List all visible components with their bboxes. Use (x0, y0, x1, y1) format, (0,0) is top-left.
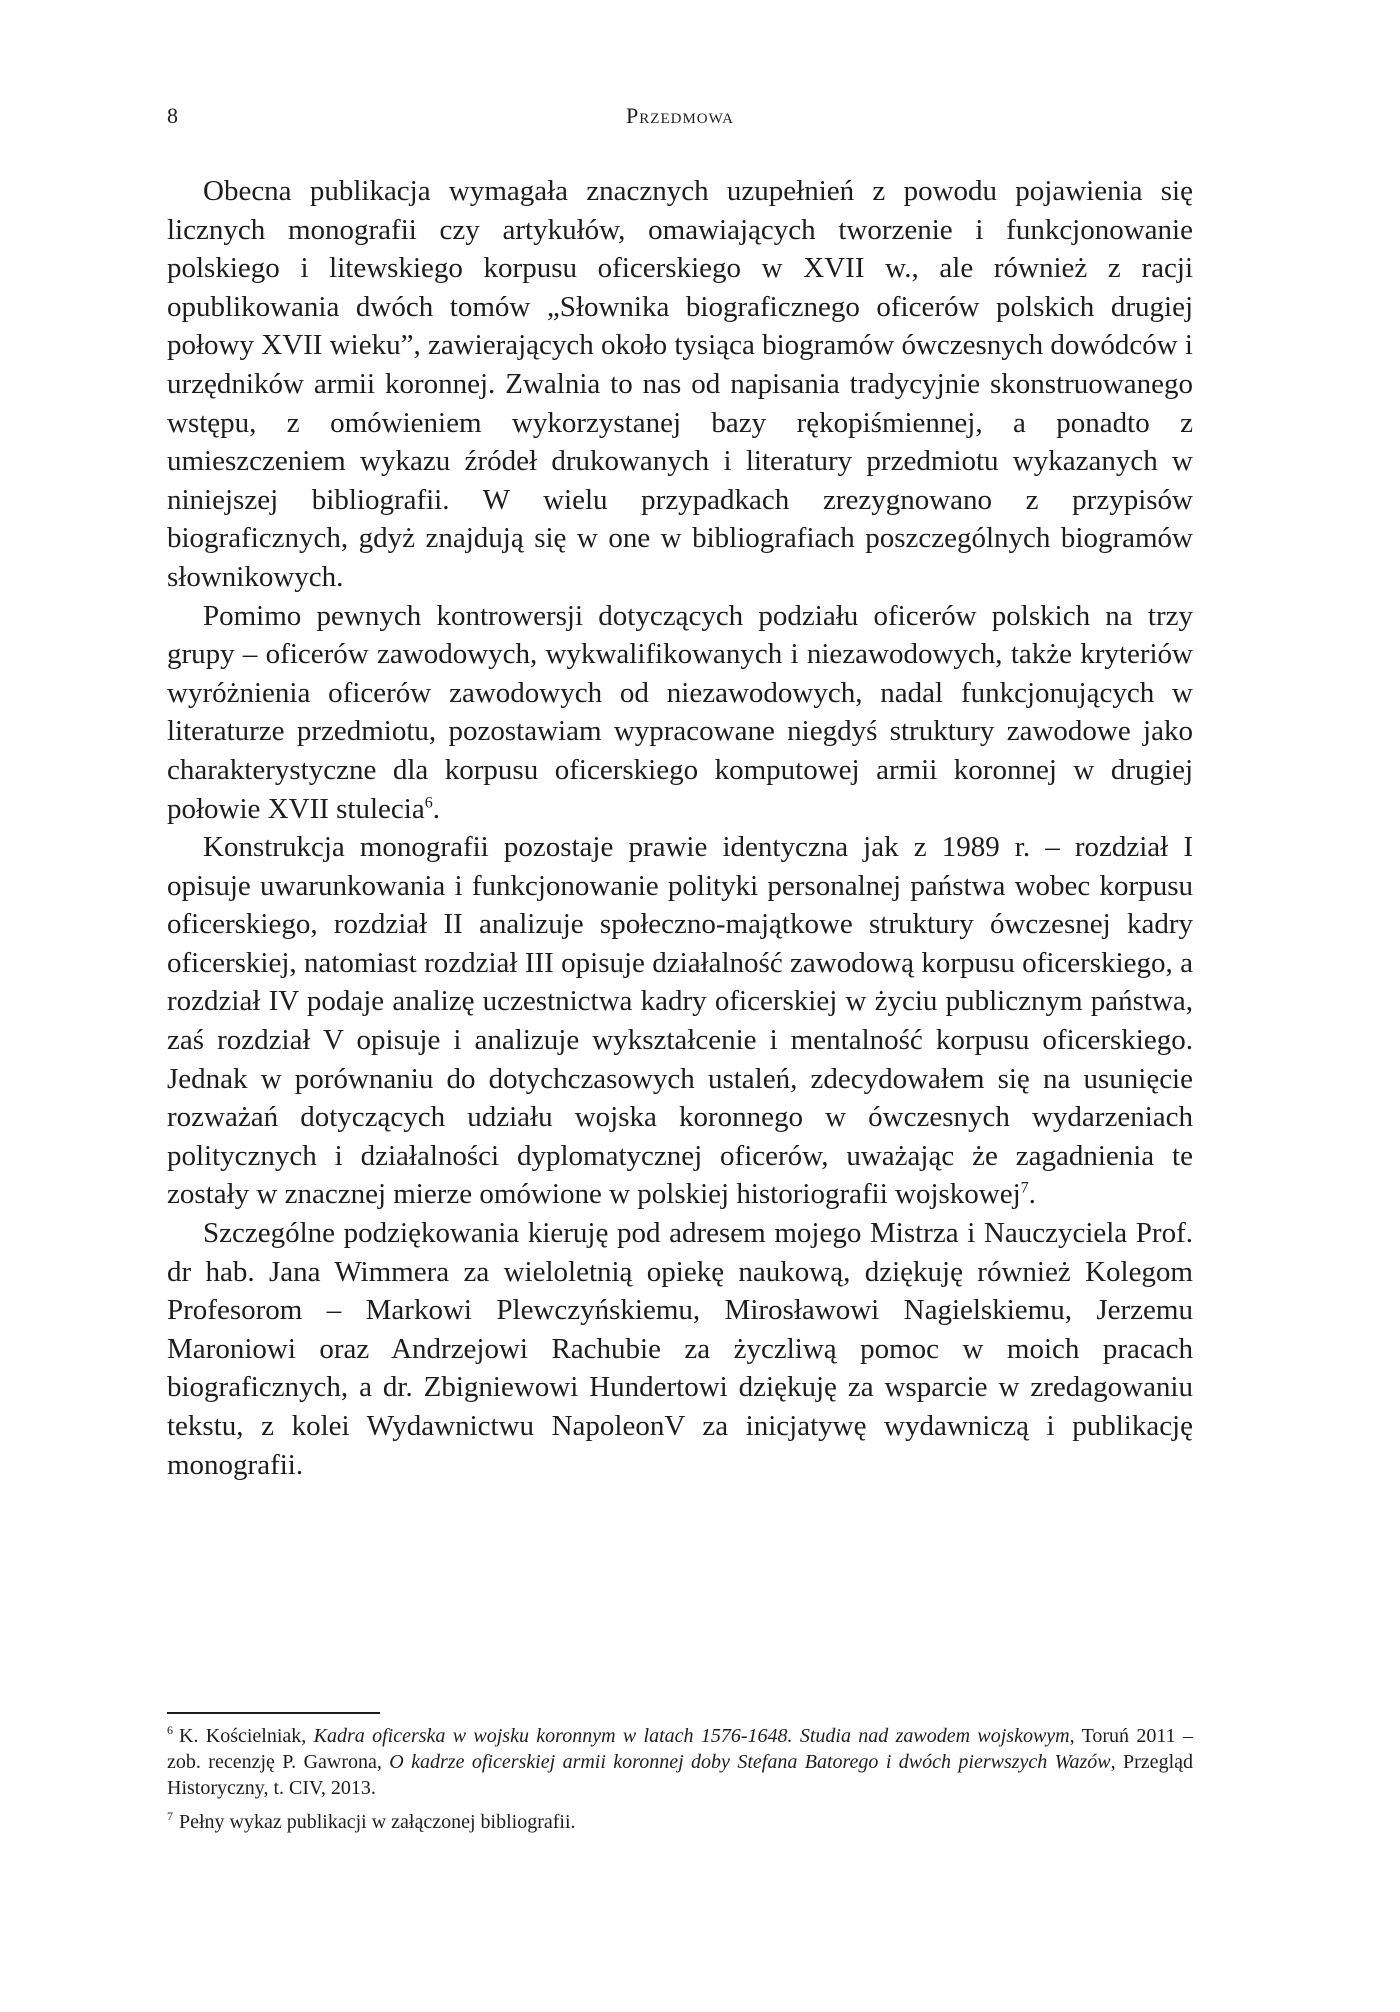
paragraph (167, 1214, 1193, 1484)
footnote (167, 1723, 1193, 1801)
paragraph (167, 172, 1193, 597)
footnote-reference[interactable]: 6 (424, 793, 433, 811)
running-title: Przedmowa (626, 103, 734, 128)
footnote-reference[interactable]: 7 (1020, 1179, 1029, 1197)
paragraph-text: Szczególne podziękowania kieruję pod adresem mojego Mistrza i Nauczyciela Prof. dr hab. Jana Wimmera za wieloletnią opiekę naukową, dziękuję również Kolegom Profesorom – Markowi Plewczyńskiemu, Mirosławowi Nagielskiemu, Jerzemu Maroniowi oraz Andrzejowi Rachubie za życzliwą pomoc w moich pracach biograficznych, a dr. Zbigniewowi Hundertowi dziękuję za wsparcie w zredagowaniu tekstu, z kolei Wydawnictwu NapoleonV za inicjatywę wydawniczą i publikację monografii. (167, 1217, 1193, 1481)
footnote-text: , Przegląd Historyczny, t. CIV, 2013. (167, 1751, 1193, 1799)
footnote-review-title: O kadrze oficerskiej armii koronnej doby Stefana Batorego i dwóch pierwszych Wazów (389, 1751, 1111, 1773)
paragraph-text: Obecna publikacja wymagała znacznych uzupełnień z powodu pojawienia się licznych monografii czy artykułów, omawiających tworzenie i funkcjonowanie polskiego i litewskiego korpusu oficerskiego w XVII w., ale również z racji opublikowania dwóch tomów „Słownika biograficznego oficerów polskich drugiej połowy XVII wieku”, zawierających około tysiąca biogramów ówczesnych dowódców i urzędników armii koronnej. Zwalnia to nas od napisania tradycyjnie skonstruowanego wstępu, z omówieniem wykorzystanej bazy rękopiśmiennej, a ponadto z umieszczeniem wykazu źródeł drukowanych i literatury przedmiotu wykazanych w niniejszej bibliografii. W wielu przypadkach zrezygnowano z przypisów biograficznych, gdyż znajdują się w one w bibliografiach poszczególnych biogramów słownikowych. (167, 175, 1193, 593)
paragraph-text: Pomimo pewnych kontrowersji dotyczących podziału oficerów polskich na trzy grupy – oficerów zawodowych, wykwalifikowanych i niezawodowych, także kryteriów wyróżnienia oficerów zawodowych od niezawodowych, nadal funkcjonujących w literaturze przedmiotu, pozostawiam wypracowane niegdyś struktury zawodowe jako charakterystyczne dla korpusu oficerskiego komputowej armii koronnej w drugiej połowie XVII stulecia (167, 599, 1193, 825)
footnote-number: 7 (167, 1809, 173, 1824)
footnote-number: 6 (167, 1723, 173, 1738)
page-number: 8 (167, 103, 178, 128)
footnote-text: Pełny wykaz publikacji w załączonej bibliografii. (179, 1811, 576, 1833)
footnote-divider (167, 1712, 380, 1714)
footnote-author: K. Kościelniak, (179, 1725, 314, 1747)
paragraph: Pomimo pewnych kontrowersji dotyczących podziału oficerów polskich na trzy grupy – oficerów zawodowych, wykwalifikowanych i niezawodowych, także kryteriów wyróżnienia oficerów zawodowych od niezawodowych, nadal funkcjonujących w literaturze przedmiotu, pozostawiam wypracowane niegdyś struktury zawodowe jako charakterystyczne dla korpusu oficerskiego komputowej armii koronnej w drugiej połowie XVII stulecia$^6$. (167, 599, 1193, 825)
footnote-book-title: Kadra oficerska w wojsku koronnym w latach 1576-1648. Studia nad zawodem wojskowym (313, 1725, 1070, 1747)
main-text (167, 172, 1193, 1484)
footnote (167, 1809, 1193, 1835)
paragraph-text: Konstrukcja monografii pozostaje prawie identyczna jak z 1989 r. – rozdział I opisuje uwarunkowania i funkcjonowanie polityki personalnej państwa wobec korpusu oficerskiego, rozdział II analizuje społeczno-majątkowe struktury ówczesnej kadry oficerskiej, natomiast rozdział III opisuje działalność zawodową korpusu oficerskiego, a rozdział IV podaje analizę uczestnictwa kadry oficerskiej w życiu publicznym państwa, zaś rozdział V opisuje i analizuje wykształcenie i mentalność korpusu oficerskiego. Jednak w porównaniu do dotychczasowych ustaleń, zdecydowałem się na usunięcie rozważań dotyczących udziału wojska koronnego w ówczesnych wydarzeniach politycznych i działalności dyplomatycznej oficerów, uważając że zagadnienia te zostały w znacznej mierze omówione w polskiej historiografii wojskowej (167, 831, 1193, 1211)
footnotes (167, 1723, 1193, 1843)
paragraph: Konstrukcja monografii pozostaje prawie identyczna jak z 1989 r. – rozdział I opisuje uwarunkowania i funkcjonowanie polityki personalnej państwa wobec korpusu oficerskiego, rozdział II analizuje społeczno-majątkowe struktury ówczesnej kadry oficerskiej, natomiast rozdział III opisuje działalność zawodową korpusu oficerskiego, a rozdział IV podaje analizę uczestnictwa kadry oficerskiej w życiu publicznym państwa, zaś rozdział V opisuje i analizuje wykształcenie i mentalność korpusu oficerskiego. Jednak w porównaniu do dotychczasowych ustaleń, zdecydowałem się na usunięcie rozważań dotyczących udziału wojska koronnego w ówczesnych wydarzeniach politycznych i działalności dyplomatycznej oficerów, uważając że zagadnienia te zostały w znacznej mierze omówione w polskiej historiografii wojskowej$^7$. (167, 831, 1193, 1211)
running-header (167, 103, 1193, 133)
footnote-text: , Toruń 2011 – zob. recenzję P. Gawrona, (167, 1725, 1193, 1773)
